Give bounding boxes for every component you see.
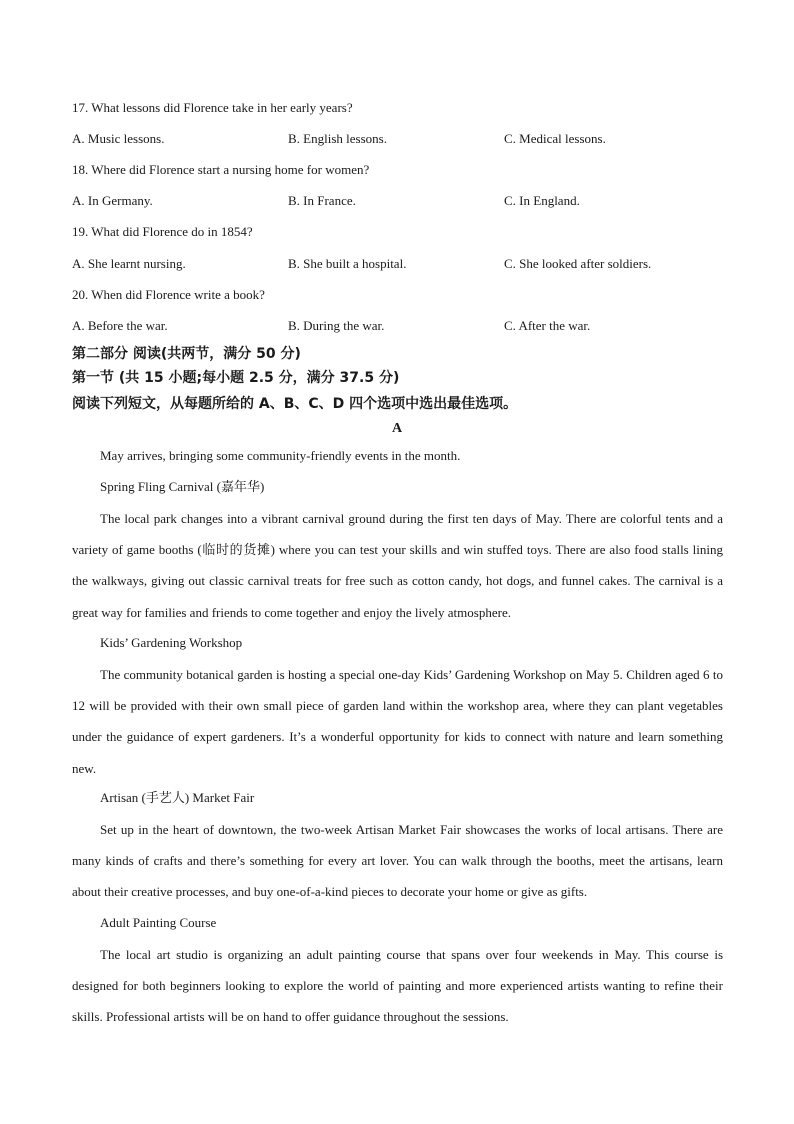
event-title: Spring Fling Carnival (嘉年华) bbox=[100, 479, 265, 494]
passage-intro: May arrives, bringing some community-friendly events in the month. bbox=[100, 448, 461, 463]
option-c: C. Medical lessons. bbox=[504, 131, 606, 146]
option-b: B. During the war. bbox=[288, 318, 385, 333]
option-b: B. She built a hospital. bbox=[288, 256, 407, 271]
question-stem: 20. When did Florence write a book? bbox=[72, 287, 265, 302]
section-heading: 第一节 (共 15 小题;每小题 2.5 分，满分 37.5 分) bbox=[72, 370, 400, 386]
event-body: Set up in the heart of downtown, the two-week Artisan Market Fair showcases the works of local artisans. There are many kinds of crafts and there’s something for every art lover. You can walk through the booths, meet the artisans, learn about their creative processes, and buy one-of-a-kind pieces to decorate your home or give as gifts. bbox=[72, 822, 723, 900]
option-a: A. She learnt nursing. bbox=[72, 256, 186, 271]
option-c: C. After the war. bbox=[504, 318, 591, 333]
option-b: B. English lessons. bbox=[288, 131, 387, 146]
part-heading: 第二部分 阅读(共两节，满分 50 分) bbox=[72, 346, 301, 362]
option-a: A. Before the war. bbox=[72, 318, 168, 333]
event-body: The local park changes into a vibrant carnival ground during the first ten days of May. There are colorful tents and a variety of game booths (临时的货摊) where you can test your skills and win stuffed toys. There are also food stalls lining the walkways, giving out classic carnival treats for free such as cotton candy, hot dogs, and funnel cakes. The carnival is a great way for families and friends to come together and enjoy the lively atmosphere. bbox=[72, 511, 723, 620]
passage-label: A bbox=[391, 421, 403, 436]
event-title: Adult Painting Course bbox=[100, 915, 217, 930]
option-b: B. In France. bbox=[288, 193, 356, 208]
event-body: The community botanical garden is hosting a special one-day Kids’ Gardening Workshop on May 5. Children aged 6 to 12 will be provided with their own small piece of garden land within the workshop area, where they can plant vegetables under the guidance of expert gardeners. It’s a wonderful opportunity for kids to connect with nature and learn something new. bbox=[72, 667, 723, 776]
option-c: C. She looked after soldiers. bbox=[504, 256, 652, 271]
option-a: A. In Germany. bbox=[72, 193, 153, 208]
question-stem: 18. Where did Florence start a nursing home for women? bbox=[72, 162, 370, 177]
option-a: A. Music lessons. bbox=[72, 131, 165, 146]
section-instruction: 阅读下列短文，从每题所给的 A、B、C、D 四个选项中选出最佳选项。 bbox=[72, 396, 518, 412]
question-stem: 17. What lessons did Florence take in her early years? bbox=[72, 100, 353, 115]
option-c: C. In England. bbox=[504, 193, 580, 208]
event-body: The local art studio is organizing an adult painting course that spans over four weekends in May. This course is designed for both beginners looking to explore the world of painting and more experienced artists wanting to refine their skills. Professional artists will be on hand to offer guidance throughout the sessions. bbox=[72, 947, 723, 1025]
event-title: Artisan (手艺人) Market Fair bbox=[100, 790, 255, 805]
event-title: Kids’ Gardening Workshop bbox=[100, 635, 243, 650]
question-stem: 19. What did Florence do in 1854? bbox=[72, 224, 253, 239]
